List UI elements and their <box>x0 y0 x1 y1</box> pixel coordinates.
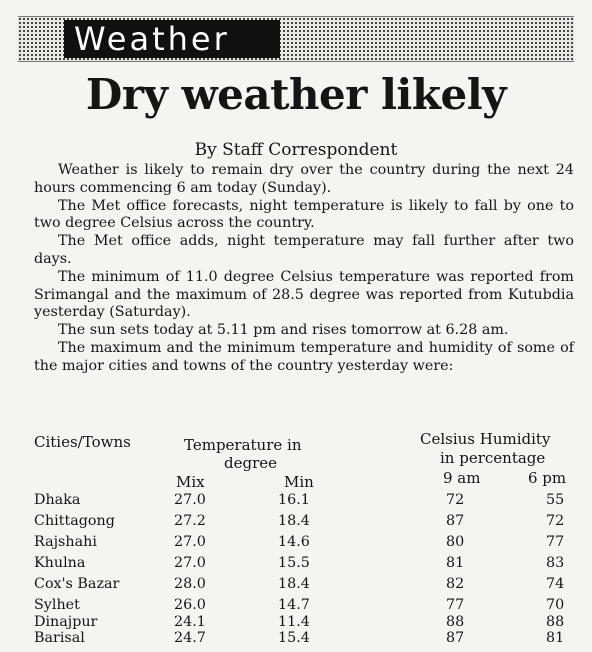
humidity-9am: 87 <box>446 630 465 646</box>
humidity-9am: 82 <box>446 576 465 592</box>
humidity-9am: 72 <box>446 492 465 508</box>
humidity-6pm: 88 <box>546 614 565 630</box>
humidity-6pm: 72 <box>546 513 565 529</box>
humidity-9am: 87 <box>446 513 465 529</box>
max-temp: 26.0 <box>174 597 206 613</box>
city-name: Khulna <box>34 555 86 571</box>
min-temp: 18.4 <box>278 576 310 592</box>
header-degree: degree <box>224 454 278 472</box>
paragraph: The maximum and the minimum temperature and humidity of some of the major cities and towns of the country yesterday were: <box>34 339 574 374</box>
humidity-9am: 77 <box>446 597 465 613</box>
city-name: Sylhet <box>34 597 80 613</box>
humidity-9am: 80 <box>446 534 465 550</box>
byline: By Staff Correspondent <box>194 140 398 160</box>
humidity-6pm: 81 <box>546 630 565 646</box>
subheader-6pm: 6 pm <box>528 469 567 487</box>
header-humidity: Celsius Humidity <box>420 430 551 448</box>
humidity-6pm: 55 <box>546 492 565 508</box>
city-name: Rajshahi <box>34 534 97 550</box>
city-name: Cox's Bazar <box>34 576 120 592</box>
max-temp: 27.2 <box>174 513 206 529</box>
subheader-max: Mix <box>176 473 205 491</box>
header-percentage: in percentage <box>440 449 546 467</box>
paragraph: Weather is likely to remain dry over the country during the next 24 hours commencing 6 am today (Sunday). <box>34 162 574 196</box>
subheader-9am: 9 am <box>443 469 481 487</box>
min-temp: 15.5 <box>278 555 310 571</box>
table-row <box>0 576 592 597</box>
humidity-6pm: 74 <box>546 576 565 592</box>
header-temperature: Temperature in <box>184 436 302 454</box>
max-temp: 28.0 <box>174 576 206 592</box>
min-temp: 18.4 <box>278 513 310 529</box>
city-name: Dinajpur <box>34 614 98 630</box>
paragraph: The sun sets today at 5.11 pm and rises tomorrow at 6.28 am. <box>58 322 509 339</box>
max-temp: 24.1 <box>174 614 206 630</box>
min-temp: 11.4 <box>278 614 310 630</box>
table-row <box>0 492 592 513</box>
max-temp: 27.0 <box>174 534 206 550</box>
min-temp: 14.7 <box>278 597 310 613</box>
humidity-6pm: 77 <box>546 534 565 550</box>
subheader-min: Min <box>284 473 314 491</box>
paragraph: The Met office forecasts, night temperature is likely to fall by one to two degree Celsius across the country. <box>34 197 574 232</box>
max-temp: 27.0 <box>174 492 206 508</box>
humidity-6pm: 70 <box>546 597 565 613</box>
header-cities: Cities/Towns <box>34 433 131 451</box>
paragraph: The minimum of 11.0 degree Celsius temperature was reported from Srimangal and the maximum of 28.5 degree was reported from Kutubdia yesterday (Saturday). <box>34 268 574 321</box>
city-name: Barisal <box>34 630 85 646</box>
paragraph: The Met office adds, night temperature may fall further after two days. <box>34 233 574 267</box>
city-name: Chittagong <box>34 513 115 529</box>
max-temp: 24.7 <box>174 630 206 646</box>
min-temp: 14.6 <box>278 534 310 550</box>
humidity-6pm: 83 <box>546 555 565 571</box>
city-name: Dhaka <box>34 492 81 508</box>
table-row <box>0 630 592 651</box>
table-row <box>0 534 592 555</box>
humidity-9am: 88 <box>446 614 465 630</box>
section-label: Weather <box>64 20 280 58</box>
min-temp: 16.1 <box>278 492 310 508</box>
article-body <box>34 162 574 376</box>
section-banner <box>18 16 574 62</box>
humidity-9am: 81 <box>446 555 465 571</box>
headline: Dry weather likely <box>85 70 507 119</box>
min-temp: 15.4 <box>278 630 310 646</box>
table-row <box>0 555 592 576</box>
max-temp: 27.0 <box>174 555 206 571</box>
table-row <box>0 513 592 534</box>
